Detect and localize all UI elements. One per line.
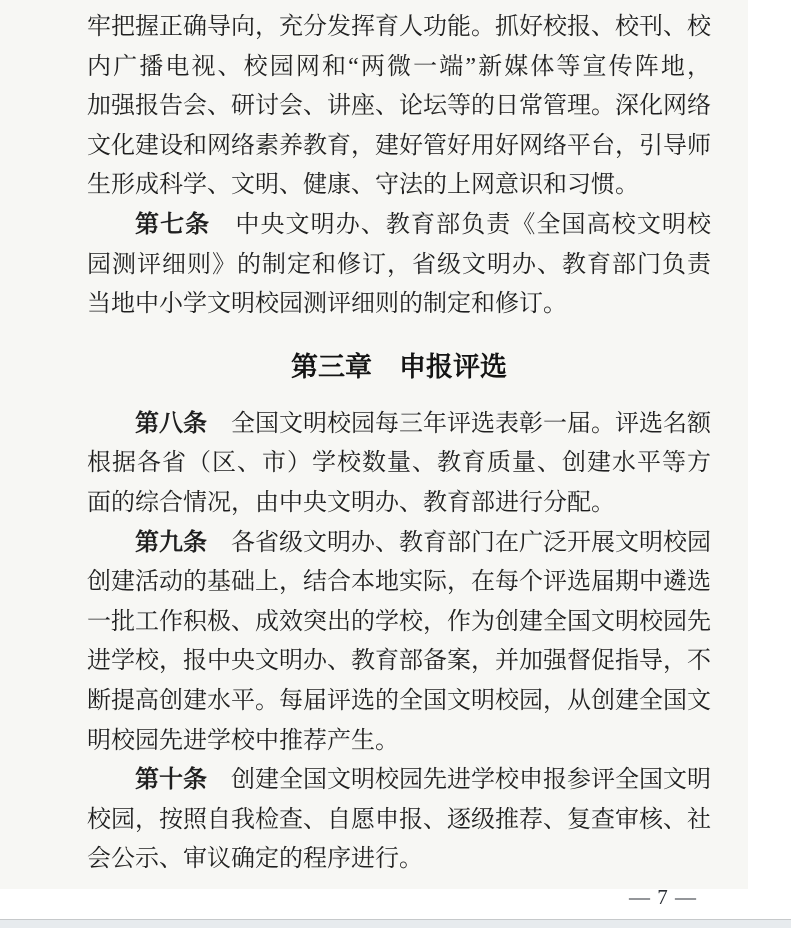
paragraph (87, 8, 711, 206)
text-line: 第九条 各省级文明办、教育部门在广泛开展文明校园 (135, 529, 711, 556)
text-line: 牢把握正确导向，充分发挥育人功能。抓好校报、校刊、校 (87, 14, 711, 40)
text-line: 第十条 创建全国文明校园先进学校申报参评全国文明 (135, 767, 711, 794)
text-line: 断提高创建水平。每届评选的全国文明校园，从创建全国文 (87, 687, 711, 714)
text-line: 会公示、审议确定的程序进行。 (87, 846, 423, 873)
text-line: 进学校，报中央文明办、教育部备案，并加强督促指导，不 (87, 648, 711, 675)
text-line: 第七条 中央文明办、教育部负责《全国高校文明校 (135, 211, 711, 238)
article-label: 第八条 (135, 410, 207, 437)
text-line: 园测评细则》的制定和修订，省级文明办、教育部门负责 (87, 251, 711, 278)
text-line: 明校园先进学校中推荐产生。 (87, 727, 399, 754)
footer-strip (0, 919, 791, 928)
article-label: 第九条 (135, 529, 207, 556)
paragraph (87, 761, 711, 880)
page-number: — 7 — (629, 885, 697, 909)
text-line: 创建活动的基础上，结合本地实际，在每个评选届期中遴选 (87, 569, 711, 596)
chapter-heading: 第三章 申报评选 (291, 351, 507, 382)
text-line: 文化建设和网络素养教育，建好管好用好网络平台，引导师 (87, 132, 711, 159)
paragraph (87, 524, 711, 762)
text-line: 面的综合情况，由中央文明办、教育部进行分配。 (87, 489, 615, 516)
article-label: 第十条 (135, 767, 207, 794)
text-line: 内广播电视、校园网和“两微一端”新媒体等宣传阵地， (87, 53, 711, 80)
text-line: 校园，按照自我检查、自愿申报、逐级推荐、复查审核、社 (87, 806, 711, 833)
paragraph (87, 405, 711, 524)
text-line: 第八条 全国文明校园每三年评选表彰一届。评选名额 (135, 410, 711, 437)
text-line: 加强报告会、研讨会、讲座、论坛等的日常管理。深化网络 (87, 93, 711, 120)
paragraph (87, 206, 711, 325)
article-label: 第七条 (135, 211, 211, 238)
document-body (87, 8, 711, 880)
text-line: 根据各省（区、市）学校数量、教育质量、创建水平等方 (87, 450, 711, 477)
text-line: 生形成科学、文明、健康、守法的上网意识和习惯。 (87, 172, 639, 199)
text-line: 一批工作积极、成效突出的学校，作为创建全国文明校园先 (87, 608, 711, 635)
text-line: 当地中小学文明校园测评细则的制定和修订。 (87, 291, 567, 318)
